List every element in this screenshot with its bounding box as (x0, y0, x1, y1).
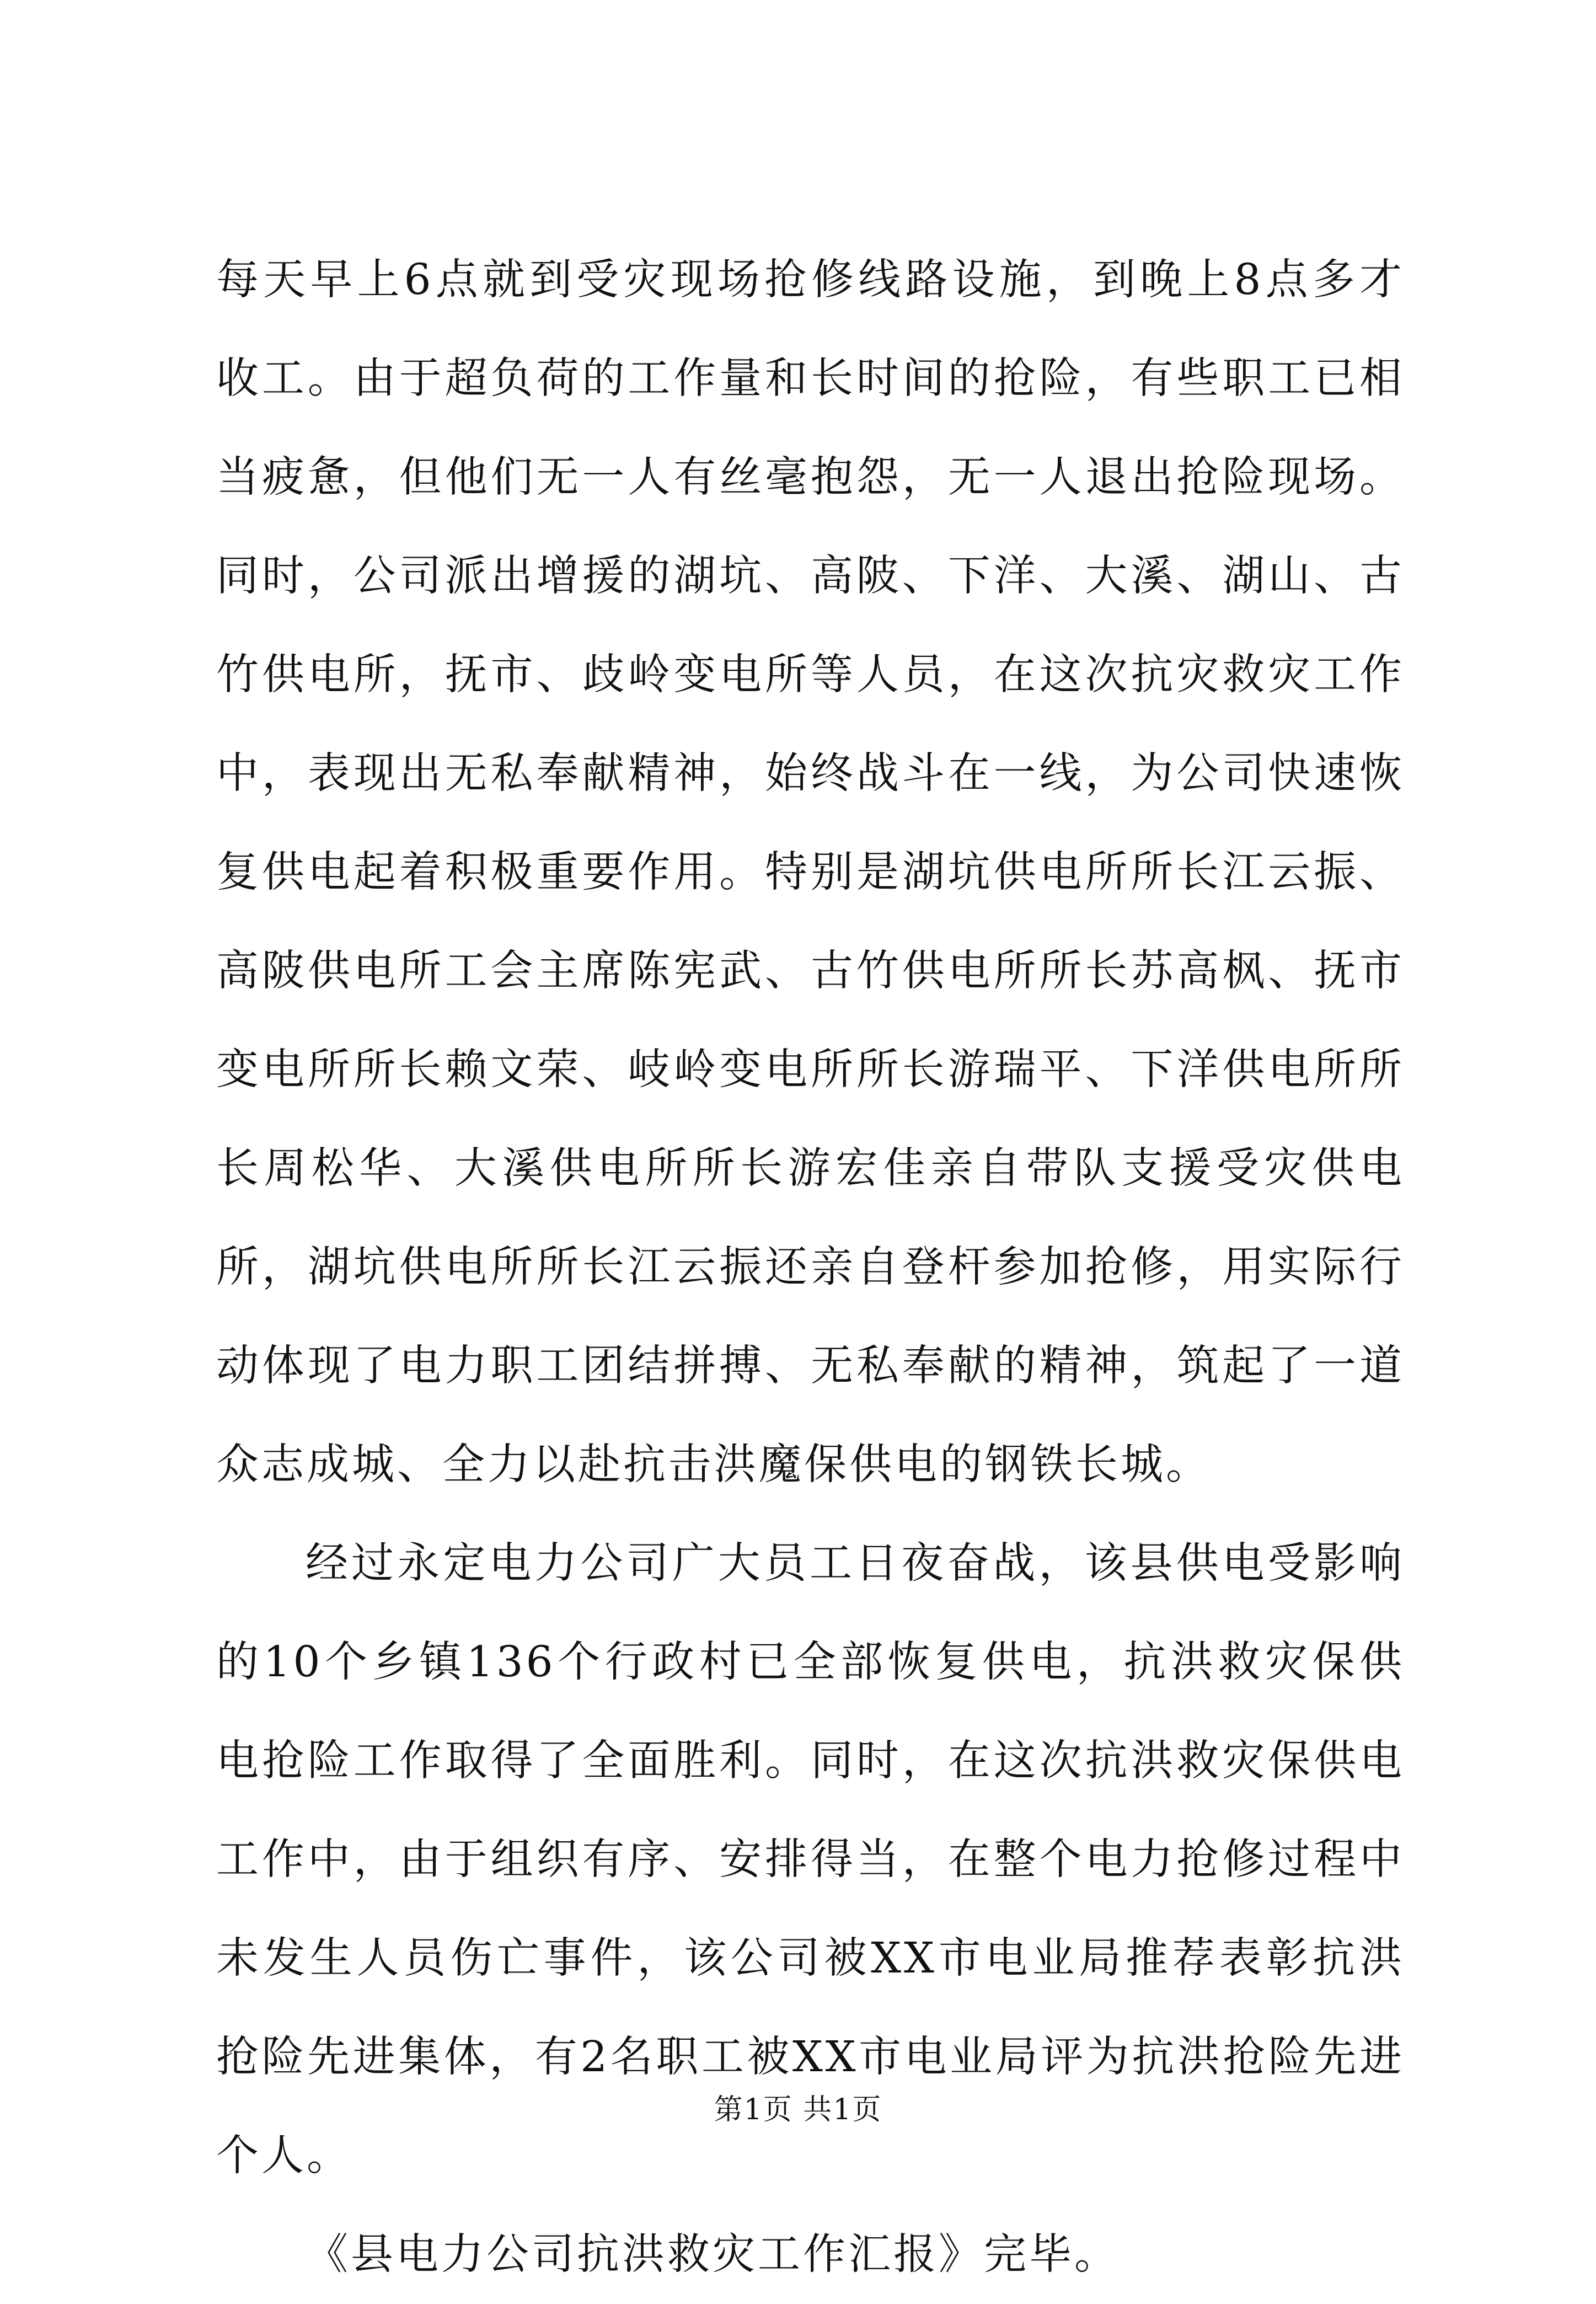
paragraph-continuation: 每天早上6点就到受灾现场抢修线路设施，到晚上8点多才收工。由于超负荷的工作量和长时间的抢险，有些职工已相当疲惫，但他们无一人有丝毫抱怨，无一人退出抢险现场。同时，公司派出增援的湖坑、高陂、下洋、大溪、湖山、古竹供电所，抚市、歧岭变电所等人员，在这次抗灾救灾工作中，表现出无私奉献精神，始终战斗在一线，为公司快速恢复供电起着积极重要作用。特别是湖坑供电所所长江云振、高陂供电所工会主席陈宪武、古竹供电所所长苏高枫、抚市变电所所长赖文荣、岐岭变电所所长游瑞平、下洋供电所所长周松华、大溪供电所所长游宏佳亲自带队支援受灾供电所，湖坑供电所所长江云振还亲自登杆参加抢修，用实际行动体现了电力职工团结拼搏、无私奉献的精神，筑起了一道众志成城、全力以赴抗击洪魔保供电的钢铁长城。 (216, 255, 1405, 1489)
document-body (216, 231, 1405, 2304)
paragraph-result: 经过永定电力公司广大员工日夜奋战，该县供电受影响的10个乡镇136个行政村已全部恢复供电，抗洪救灾保供电抢险工作取得了全面胜利。同时，在这次抗洪救灾保供电工作中，由于组织有序、安排得当，在整个电力抢修过程中未发生人员伤亡事件，该公司被XX市电业局推荐表彰抗洪抢险先进集体，有2名职工被XX市电业局评为抗洪抢险先进个人。 (216, 1539, 1405, 2180)
paragraph-closing: 《县电力公司抗洪救灾工作汇报》完毕。 (306, 2230, 1120, 2279)
page-footer: 第1页 共1页 (714, 2093, 882, 2126)
